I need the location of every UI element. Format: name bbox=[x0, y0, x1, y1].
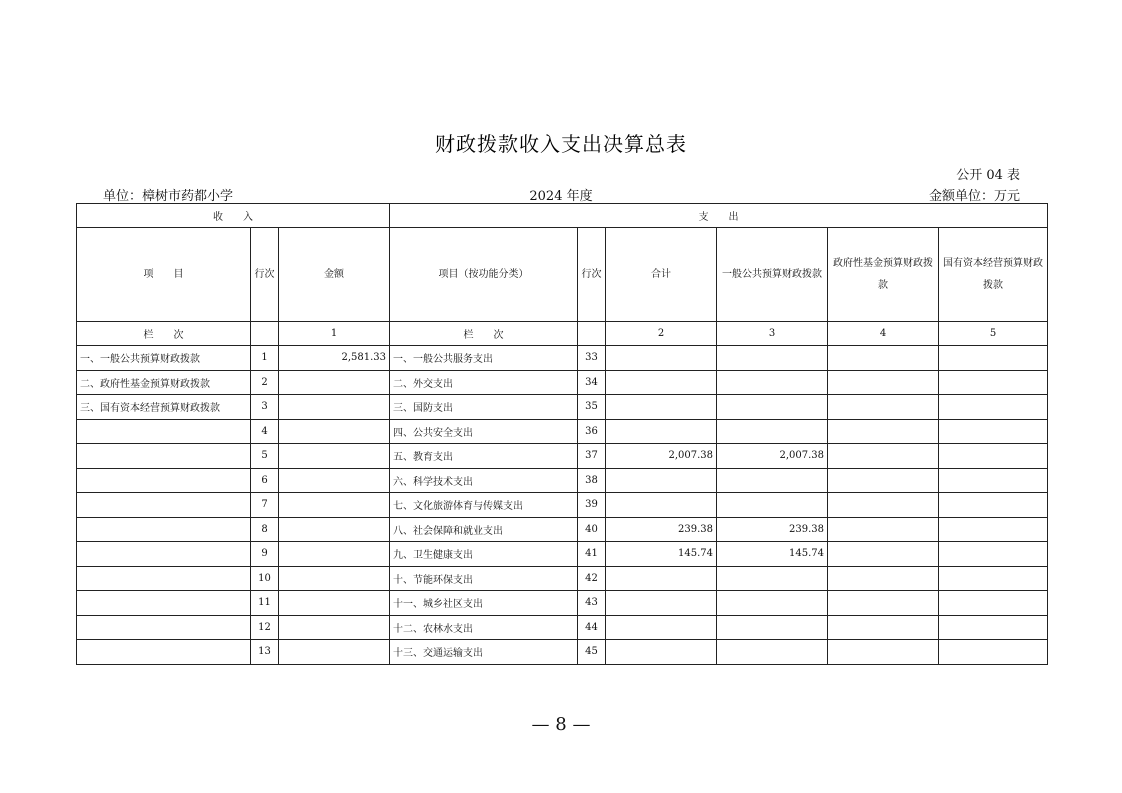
index-empty bbox=[251, 322, 279, 346]
expense-item-cell: 二、外交支出 bbox=[390, 370, 578, 395]
expense-line-cell: 39 bbox=[578, 493, 606, 518]
income-amount-cell: 2,581.33 bbox=[279, 346, 390, 371]
income-amount-cell bbox=[279, 591, 390, 616]
index-4: 4 bbox=[828, 322, 939, 346]
table-row bbox=[77, 419, 1048, 444]
income-amount-cell bbox=[279, 493, 390, 518]
table-row bbox=[77, 395, 1048, 420]
col-header-line: 行次 bbox=[251, 228, 279, 322]
index-label: 栏 次 bbox=[77, 322, 251, 346]
table-row bbox=[77, 566, 1048, 591]
table-row bbox=[77, 346, 1048, 371]
state-capital-cell bbox=[939, 591, 1048, 616]
table-row bbox=[77, 493, 1048, 518]
income-item-cell bbox=[77, 566, 251, 591]
index-empty-2 bbox=[578, 322, 606, 346]
expense-item-cell: 十一、城乡社区支出 bbox=[390, 591, 578, 616]
total-cell bbox=[606, 493, 717, 518]
total-cell bbox=[606, 591, 717, 616]
expense-line-cell: 45 bbox=[578, 640, 606, 665]
state-capital-cell bbox=[939, 468, 1048, 493]
total-cell bbox=[606, 640, 717, 665]
gov-fund-cell bbox=[828, 444, 939, 469]
general-budget-cell bbox=[717, 346, 828, 371]
general-budget-cell bbox=[717, 566, 828, 591]
state-capital-cell bbox=[939, 542, 1048, 567]
index-5: 5 bbox=[939, 322, 1048, 346]
expense-line-cell: 42 bbox=[578, 566, 606, 591]
total-cell bbox=[606, 468, 717, 493]
col-header-item: 项 目 bbox=[77, 228, 251, 322]
money-unit-label: 金额单位：万元 bbox=[928, 189, 1020, 204]
index-2: 2 bbox=[606, 322, 717, 346]
income-amount-cell bbox=[279, 615, 390, 640]
expense-line-cell: 36 bbox=[578, 419, 606, 444]
income-amount-cell bbox=[279, 419, 390, 444]
total-cell: 145.74 bbox=[606, 542, 717, 567]
income-item-cell bbox=[77, 517, 251, 542]
total-cell bbox=[606, 615, 717, 640]
table-row bbox=[77, 517, 1048, 542]
income-line-cell: 2 bbox=[251, 370, 279, 395]
expense-line-cell: 34 bbox=[578, 370, 606, 395]
gov-fund-cell bbox=[828, 370, 939, 395]
header-row-columns bbox=[77, 228, 1048, 322]
index-1: 1 bbox=[279, 322, 390, 346]
gov-fund-cell bbox=[828, 346, 939, 371]
col-header-state-capital: 国有资本经营预算财政拨款 bbox=[939, 228, 1048, 322]
expense-line-cell: 43 bbox=[578, 591, 606, 616]
state-capital-cell bbox=[939, 395, 1048, 420]
unit-label: 单位：樟树市药都小学 bbox=[103, 189, 234, 204]
col-header-gov-fund: 政府性基金预算财政拨款 bbox=[828, 228, 939, 322]
index-3: 3 bbox=[717, 322, 828, 346]
income-line-cell: 6 bbox=[251, 468, 279, 493]
index-label-2: 栏 次 bbox=[390, 322, 578, 346]
income-line-cell: 7 bbox=[251, 493, 279, 518]
income-line-cell: 12 bbox=[251, 615, 279, 640]
general-budget-cell bbox=[717, 395, 828, 420]
income-item-cell bbox=[77, 615, 251, 640]
table-row bbox=[77, 591, 1048, 616]
income-amount-cell bbox=[279, 395, 390, 420]
state-capital-cell bbox=[939, 370, 1048, 395]
general-budget-cell: 145.74 bbox=[717, 542, 828, 567]
income-line-cell: 5 bbox=[251, 444, 279, 469]
income-item-cell: 二、政府性基金预算财政拨款 bbox=[77, 370, 251, 395]
table-row bbox=[77, 468, 1048, 493]
gov-fund-cell bbox=[828, 395, 939, 420]
income-item-cell bbox=[77, 591, 251, 616]
expense-item-cell: 八、社会保障和就业支出 bbox=[390, 517, 578, 542]
income-item-cell bbox=[77, 493, 251, 518]
income-amount-cell bbox=[279, 640, 390, 665]
state-capital-cell bbox=[939, 517, 1048, 542]
col-header-total: 合计 bbox=[606, 228, 717, 322]
table-row bbox=[77, 615, 1048, 640]
gov-fund-cell bbox=[828, 468, 939, 493]
expense-item-cell: 五、教育支出 bbox=[390, 444, 578, 469]
state-capital-cell bbox=[939, 346, 1048, 371]
expense-line-cell: 44 bbox=[578, 615, 606, 640]
state-capital-cell bbox=[939, 615, 1048, 640]
income-amount-cell bbox=[279, 468, 390, 493]
income-item-cell bbox=[77, 640, 251, 665]
gov-fund-cell bbox=[828, 419, 939, 444]
income-line-cell: 10 bbox=[251, 566, 279, 591]
expense-item-cell: 四、公共安全支出 bbox=[390, 419, 578, 444]
total-cell bbox=[606, 566, 717, 591]
expense-line-cell: 37 bbox=[578, 444, 606, 469]
general-budget-cell bbox=[717, 591, 828, 616]
gov-fund-cell bbox=[828, 615, 939, 640]
page-number: — 8 — bbox=[531, 714, 591, 735]
total-cell bbox=[606, 370, 717, 395]
general-budget-cell bbox=[717, 493, 828, 518]
total-cell bbox=[606, 395, 717, 420]
general-budget-cell: 239.38 bbox=[717, 517, 828, 542]
total-cell: 239.38 bbox=[606, 517, 717, 542]
expense-section-header: 支 出 bbox=[390, 204, 1048, 228]
table-row bbox=[77, 444, 1048, 469]
year-label: 2024 年度 bbox=[529, 189, 593, 204]
state-capital-cell bbox=[939, 640, 1048, 665]
budget-summary-table bbox=[76, 203, 1048, 665]
gov-fund-cell bbox=[828, 517, 939, 542]
expense-line-cell: 38 bbox=[578, 468, 606, 493]
income-item-cell bbox=[77, 419, 251, 444]
col-header-amount: 金额 bbox=[279, 228, 390, 322]
income-amount-cell bbox=[279, 444, 390, 469]
report-title: 财政拨款收入支出决算总表 bbox=[435, 132, 687, 156]
expense-line-cell: 41 bbox=[578, 542, 606, 567]
expense-item-cell: 十、节能环保支出 bbox=[390, 566, 578, 591]
income-line-cell: 8 bbox=[251, 517, 279, 542]
expense-item-cell: 三、国防支出 bbox=[390, 395, 578, 420]
income-item-cell bbox=[77, 468, 251, 493]
income-amount-cell bbox=[279, 370, 390, 395]
table-row bbox=[77, 370, 1048, 395]
income-item-cell bbox=[77, 444, 251, 469]
general-budget-cell bbox=[717, 640, 828, 665]
gov-fund-cell bbox=[828, 493, 939, 518]
col-header-func-item: 项目（按功能分类） bbox=[390, 228, 578, 322]
col-header-general: 一般公共预算财政拨款 bbox=[717, 228, 828, 322]
income-amount-cell bbox=[279, 542, 390, 567]
expense-line-cell: 33 bbox=[578, 346, 606, 371]
gov-fund-cell bbox=[828, 542, 939, 567]
table-row bbox=[77, 542, 1048, 567]
expense-item-cell: 一、一般公共服务支出 bbox=[390, 346, 578, 371]
income-line-cell: 9 bbox=[251, 542, 279, 567]
state-capital-cell bbox=[939, 566, 1048, 591]
expense-item-cell: 十二、农林水支出 bbox=[390, 615, 578, 640]
col-header-line2: 行次 bbox=[578, 228, 606, 322]
expense-item-cell: 十三、交通运输支出 bbox=[390, 640, 578, 665]
expense-line-cell: 40 bbox=[578, 517, 606, 542]
income-item-cell: 三、国有资本经营预算财政拨款 bbox=[77, 395, 251, 420]
income-line-cell: 11 bbox=[251, 591, 279, 616]
income-amount-cell bbox=[279, 566, 390, 591]
income-line-cell: 3 bbox=[251, 395, 279, 420]
general-budget-cell bbox=[717, 419, 828, 444]
general-budget-cell bbox=[717, 370, 828, 395]
state-capital-cell bbox=[939, 493, 1048, 518]
income-line-cell: 4 bbox=[251, 419, 279, 444]
form-code: 公开 04 表 bbox=[956, 168, 1020, 183]
total-cell: 2,007.38 bbox=[606, 444, 717, 469]
expense-item-cell: 九、卫生健康支出 bbox=[390, 542, 578, 567]
gov-fund-cell bbox=[828, 591, 939, 616]
expense-item-cell: 六、科学技术支出 bbox=[390, 468, 578, 493]
gov-fund-cell bbox=[828, 566, 939, 591]
income-item-cell bbox=[77, 542, 251, 567]
income-section-header: 收 入 bbox=[77, 204, 390, 228]
general-budget-cell: 2,007.38 bbox=[717, 444, 828, 469]
expense-item-cell: 七、文化旅游体育与传媒支出 bbox=[390, 493, 578, 518]
state-capital-cell bbox=[939, 444, 1048, 469]
state-capital-cell bbox=[939, 419, 1048, 444]
income-item-cell: 一、一般公共预算财政拨款 bbox=[77, 346, 251, 371]
general-budget-cell bbox=[717, 468, 828, 493]
total-cell bbox=[606, 419, 717, 444]
table-row bbox=[77, 640, 1048, 665]
gov-fund-cell bbox=[828, 640, 939, 665]
total-cell bbox=[606, 346, 717, 371]
general-budget-cell bbox=[717, 615, 828, 640]
income-line-cell: 13 bbox=[251, 640, 279, 665]
income-amount-cell bbox=[279, 517, 390, 542]
header-row-sections bbox=[77, 204, 1048, 228]
header-row-index bbox=[77, 322, 1048, 346]
expense-line-cell: 35 bbox=[578, 395, 606, 420]
income-line-cell: 1 bbox=[251, 346, 279, 371]
